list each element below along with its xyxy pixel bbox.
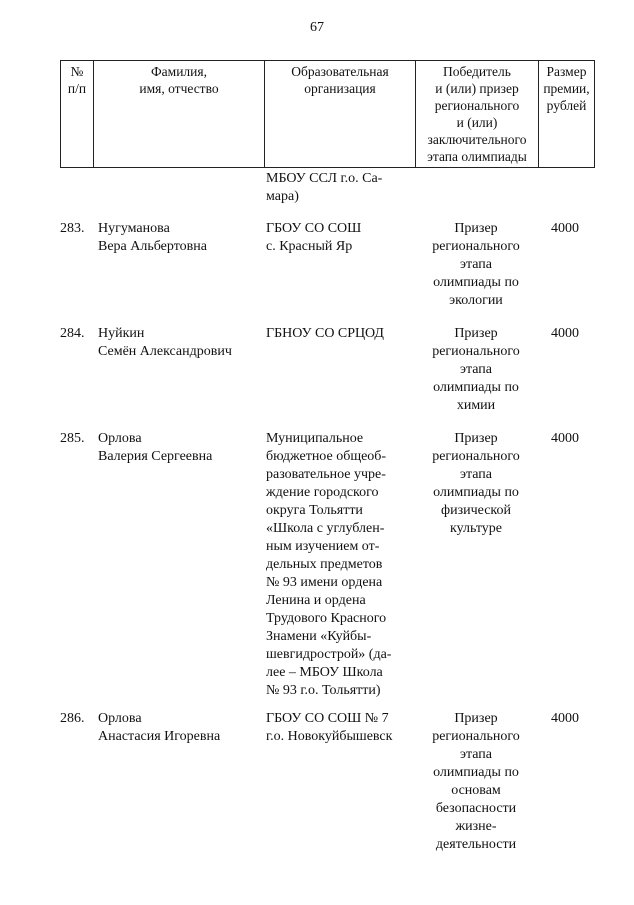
header-org-line: организация <box>304 81 376 96</box>
org-line: бюджетное общеоб- <box>266 449 387 464</box>
org-line: Ленина и ордена <box>266 593 366 608</box>
org-line: г.о. Новокуйбышевск <box>266 729 393 744</box>
row-name <box>98 710 268 746</box>
org-line: дельных предметов <box>266 557 383 572</box>
row-amount: 4000 <box>551 431 579 446</box>
row-org <box>266 325 412 343</box>
row-org <box>266 710 412 746</box>
page-number: 67 <box>310 20 324 35</box>
org-line: Знамени «Куйбы- <box>266 629 372 644</box>
name-line: Нугуманова <box>98 221 170 236</box>
status-line: регионального <box>432 344 520 359</box>
header-org-line: Образовательная <box>291 64 389 79</box>
row-status <box>416 325 536 415</box>
header-status-line: Победитель <box>443 64 511 79</box>
row-status <box>416 430 536 538</box>
name-line: Орлова <box>98 431 142 446</box>
org-line: лее – МБОУ Школа <box>266 665 383 680</box>
status-line: регионального <box>432 729 520 744</box>
status-line: олимпиады по <box>433 765 519 780</box>
org-line: ГБНОУ СО СРЦОД <box>266 326 384 341</box>
status-line: культуре <box>450 521 502 536</box>
status-line: регионального <box>432 449 520 464</box>
org-line: «Школа с углублен- <box>266 521 385 536</box>
row-org <box>266 430 412 700</box>
row-status <box>416 220 536 310</box>
header-num-line: № <box>70 64 84 79</box>
org-line: ным изучением от- <box>266 539 380 554</box>
continuation-text <box>266 170 410 206</box>
org-line: Муниципальное <box>266 431 364 446</box>
status-line: Призер <box>454 221 498 236</box>
row-status <box>416 710 536 854</box>
org-line: № 93 имени ордена <box>266 575 383 590</box>
header-amount <box>539 61 595 168</box>
row-number: 284. <box>60 326 85 341</box>
org-line: ГБОУ СО СОШ № 7 <box>266 711 389 726</box>
header-status-line: и (или) призер <box>435 81 519 96</box>
header-num <box>61 61 94 168</box>
header-status <box>416 61 539 168</box>
row-name <box>98 430 268 466</box>
row-number: 283. <box>60 221 85 236</box>
org-line: с. Красный Яр <box>266 239 353 254</box>
name-line: Валерия Сергеевна <box>98 449 213 464</box>
header-status-line: и (или) <box>456 115 498 130</box>
status-line: регионального <box>432 239 520 254</box>
continuation-line: МБОУ ССЛ г.о. Са- <box>266 171 383 186</box>
org-line: ждение городского <box>266 485 379 500</box>
status-line: этапа <box>459 467 493 482</box>
header-amount-line: Размер <box>546 64 587 79</box>
status-line: жизне- <box>455 819 497 834</box>
status-line: деятельности <box>435 837 517 852</box>
name-line: Орлова <box>98 711 142 726</box>
status-line: основам <box>451 783 501 798</box>
status-line: олимпиады по <box>433 380 519 395</box>
header-status-line: заключительного <box>427 132 527 147</box>
status-line: этапа <box>459 362 493 377</box>
org-line: Трудового Красного <box>266 611 387 626</box>
org-line: шевгидрострой» (да- <box>266 647 392 662</box>
org-line: ГБОУ СО СОШ <box>266 221 362 236</box>
status-line: физической <box>441 503 511 518</box>
row-amount: 4000 <box>551 221 579 236</box>
name-line: Нуйкин <box>98 326 145 341</box>
org-line: № 93 г.о. Тольятти) <box>266 683 381 698</box>
org-line: округа Тольятти <box>266 503 363 518</box>
name-line: Семён Александрович <box>98 344 232 359</box>
name-line: Анастасия Игоревна <box>98 729 221 744</box>
table-header <box>60 60 595 168</box>
header-org <box>265 61 416 168</box>
row-amount: 4000 <box>551 711 579 726</box>
row-org <box>266 220 412 256</box>
continuation-line: мара) <box>266 189 299 204</box>
status-line: Призер <box>454 711 498 726</box>
header-name-line: Фамилия, <box>151 64 207 79</box>
row-name <box>98 325 268 361</box>
status-line: безопасности <box>435 801 517 816</box>
header-num-line: п/п <box>67 81 87 96</box>
status-line: этапа <box>459 747 493 762</box>
header-status-line: регионального <box>434 98 520 113</box>
row-amount: 4000 <box>551 326 579 341</box>
status-line: экологии <box>449 293 503 308</box>
name-line: Вера Альбертовна <box>98 239 207 254</box>
status-line: этапа <box>459 257 493 272</box>
status-line: химии <box>456 398 496 413</box>
status-line: Призер <box>454 431 498 446</box>
status-line: олимпиады по <box>433 485 519 500</box>
header-name <box>94 61 265 168</box>
row-number: 286. <box>60 711 85 726</box>
org-line: разовательное учре- <box>266 467 386 482</box>
header-amount-line: премии, <box>543 81 590 96</box>
row-name <box>98 220 268 256</box>
row-number: 285. <box>60 431 85 446</box>
header-name-line: имя, отчество <box>139 81 219 96</box>
header-amount-line: рублей <box>546 98 587 113</box>
status-line: Призер <box>454 326 498 341</box>
status-line: олимпиады по <box>433 275 519 290</box>
header-status-line: этапа олимпиады <box>427 149 527 164</box>
